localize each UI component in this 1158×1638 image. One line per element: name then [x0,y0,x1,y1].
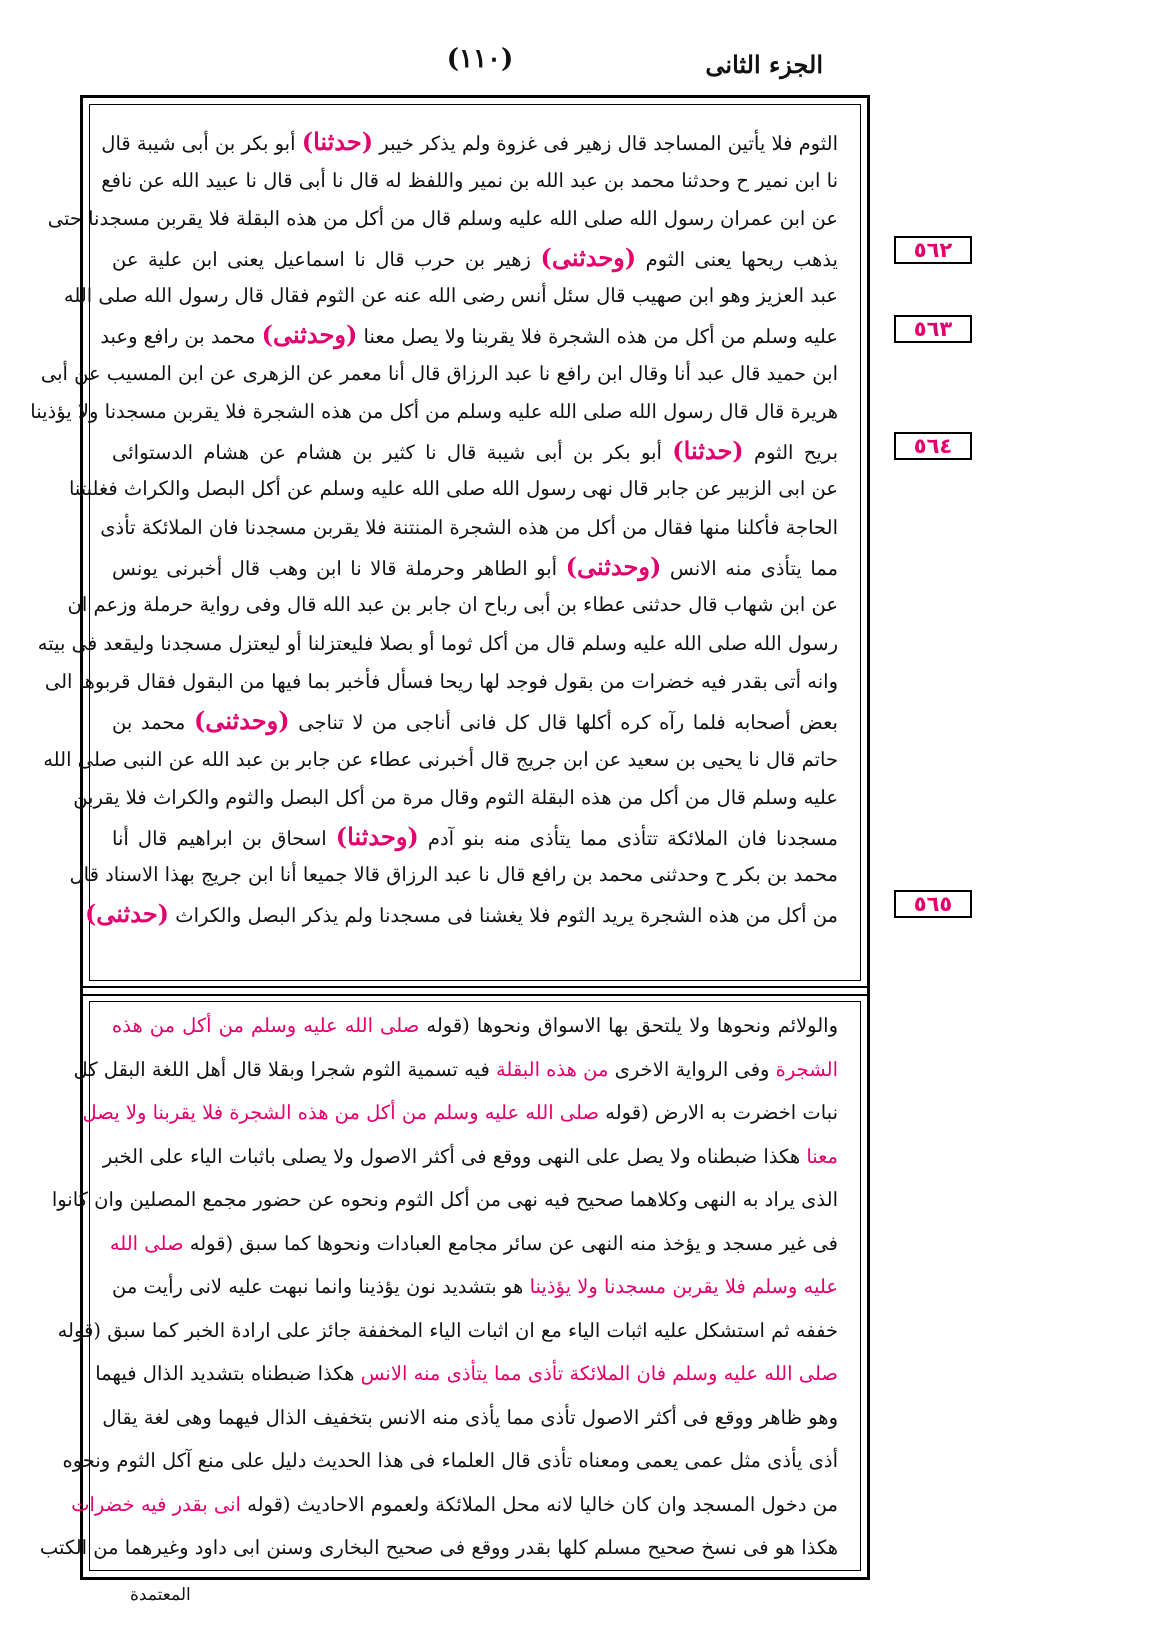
text-run: مما يتأذى منه الانس [661,556,838,580]
text-run: من دخول المسجد وان كان خاليا لانه محل الملائكة ولعموم الاحاديث (قوله [240,1492,838,1516]
text-run: عبد العزيز وهو ابن صهيب قال سئل أنس رضى الله عنه عن الثوم فقال قال رسول الله صلى الله [63,284,838,308]
text-run: هو بتشديد نون يؤذينا وانما نبهت عليه لانى رأيت من [112,1275,530,1298]
text-run: يذهب ريحها يعنى الثوم [636,247,838,271]
main-text-line [101,161,838,201]
hadith-number-562: ٥٦٢ [894,236,972,264]
text-run: هكذا ضبطناه بتشديد الذال فيهما [95,1362,361,1385]
quoted-phrase: عليه وسلم فلا يقربن مسجدنا ولا يؤذينا [529,1275,838,1298]
commentary-line [71,1485,838,1525]
commentary-line [112,1267,838,1307]
text-run: عن ابن شهاب قال حدثنى عطاء بن أبى رباح ان جابر بن عبد الله قال وفى رواية حرملة وزعم ان [67,593,838,617]
text-run: فى غير مسجد و يؤخذ منه النهى عن سائر مجامع العبادات ونحوها كما سبق (قوله [183,1231,838,1255]
text-run: وفى الرواية الاخرى [608,1057,776,1081]
text-run: نبات اخضرت به الارض (قوله [599,1101,838,1124]
text-run: عن ابن عمران رسول الله صلى الله عليه وسلم قال من أكل من هذه البقلة فلا يقربن مسجدنا حتى [47,207,838,231]
commentary-line [57,1311,838,1351]
page-number: (١١٠) [446,44,514,74]
text-run: أبو الطاهر وحرملة قالا نا ابن وهب قال أخبرنى يونس [112,556,566,580]
text-run: عليه وسلم قال من أكل من هذه البقلة الثوم وقال مرة من أكل البصل والثوم والكراث فلا يقربن [73,786,838,810]
text-run: والولائم ونحوها ولا يلتحق بها الاسواق ونحوها (قوله [419,1014,839,1037]
text-frame [30,95,870,1580]
main-text [30,105,860,980]
text-run: اسحاق بن ابراهيم قال أنا [112,826,336,850]
commentary-line [62,1441,838,1481]
main-text-panel [30,104,861,981]
commentary-line [109,1224,838,1264]
main-text-line [30,392,838,432]
main-text-line [47,199,838,239]
main-text-line [100,315,838,355]
narration-marker: (حدثنى) [84,899,170,928]
text-run: محمد بن [112,711,194,734]
commentary-line [102,1398,838,1438]
narration-marker: (وحدثنى) [540,242,637,272]
main-text-line [44,662,838,702]
text-run: مسجدنا فان الملائكة تتأذى مما يتأذى منه بنو آدم [418,826,838,850]
narration-marker: (وحدثنى) [261,320,358,349]
main-text-line [43,740,838,780]
main-text-line [112,431,838,471]
text-run: عن ابى الزبير عن جابر قال نهى رسول الله صلى الله عليه وسلم عن أكل البصل والكراث فغلبتنا [68,477,838,501]
commentary-line [73,1050,838,1090]
text-run: محمد بن رافع وعبد [100,325,262,348]
text-run: أبو بكر بن أبى شيبة قال [101,132,302,155]
text-run: فيه تسمية الثوم شجرا وبقلا قال أهل اللغة البقل كل [73,1057,496,1081]
text-run: من أكل من هذه الشجرة يريد الثوم فلا يغشنا فى مسجدنا ولم يذكر البصل والكراث [169,904,838,927]
quoted-phrase: من هذه البقلة [495,1057,609,1081]
main-text-line [40,354,838,394]
quoted-phrase: صلى الله عليه وسلم من أكل من هذه [112,1014,420,1037]
text-run: عليه وسلم من أكل من هذه الشجرة فلا يقربنا ولا يصل معنا [357,325,838,348]
main-text-line [69,855,838,895]
main-text-line [84,894,838,934]
main-text-line [112,701,838,741]
commentary-text [39,1002,860,1570]
main-text-line [112,817,838,857]
text-run: محمد بن بكر ح وحدثنى محمد بن رافع قال نا عبد الرزاق قالا جميعا أنا ابن جريج بهذا الاسناد قال [69,863,838,887]
narration-marker: (وحدثنى) [193,706,290,735]
main-text-line [101,122,838,162]
text-run: هريرة قال قال رسول الله صلى الله عليه وسلم من أكل من هذه الشجرة فلا يقربن مسجدنا ولا يؤذينا [30,400,838,424]
quoted-phrase: صلى الله [109,1231,184,1255]
commentary-line [102,1137,838,1177]
commentary-line [95,1354,838,1394]
text-run: هكذا ضبطناه ولا يصل على النهى ووقع فى أكثر الاصول ولا يصلى باثبات الياء على الخبر [102,1144,807,1168]
main-text-line [63,276,838,316]
main-text-line [112,238,838,278]
commentary-line [112,1006,838,1046]
text-run: حاتم قال نا يحيى بن سعيد عن ابن جريج قال أخبرنى عطاء عن جابر بن عبد الله عن النبى صلى الله [43,747,838,771]
main-text-line [68,469,838,509]
narration-marker: (حدثنا) [672,435,744,465]
quoted-phrase: انى بقدر فيه خضرات [71,1492,241,1516]
text-run: الذى يراد به النهى وكلاهما صحيح فيه نهى من أكل الثوم ونحوه عن حضور مجمع المصلين وان كانوا [51,1188,838,1211]
main-text-line [67,585,838,625]
narration-marker: (حدثنا) [301,127,374,156]
text-run: بعض أصحابه فلما رآه كره أكلها قال كل فانى أناجى من لا تناجى [289,711,838,734]
footer-catchword: المعتمدة [130,1585,191,1605]
quoted-phrase: معنا [806,1144,838,1168]
narration-marker: (وحدثنى) [565,551,662,581]
panel-separator [83,986,867,996]
text-run: ابن حميد قال عبد أنا وقال ابن رافع نا عبد الرزاق قال أنا معمر عن الزهرى عن ابن المسيب عن أبى [40,361,838,385]
text-run: أبو بكر بن أبى شيبة قال نا كثير بن هشام عن هشام الدستوائى [112,440,673,464]
text-run: الحاجة فأكلنا منها فقال من أكل من هذه الشجرة المنتنة فلا يقربن مسجدنا فان الملائكة تأذى [100,516,838,539]
text-run: وهو ظاهر ووقع فى أكثر الاصول تأذى مما يأذى منه الانس بتخفيف الذال فيهما وهى لغة يقال [102,1405,838,1429]
part-title: الجزء الثانى [705,50,823,79]
hadith-number-563: ٥٦٣ [894,315,972,343]
text-run: أذى يأذى مثل عمى يعمى ومعناه تأذى قال العلماء فى هذا الحديث دليل على منع آكل الثوم ونحوه [62,1449,838,1472]
main-text-line [37,624,838,664]
quoted-phrase: صلى الله عليه وسلم من أكل من هذه الشجرة فلا يقربنا ولا يصل [82,1101,600,1124]
narration-marker: (وحدثنا) [335,821,419,851]
commentary-line [82,1093,838,1133]
quoted-phrase: الشجرة [775,1057,838,1081]
commentary-line [51,1180,838,1220]
text-run: الثوم فلا يأتين المساجد قال زهير فى غزوة ولم يذكر خيبر [373,132,838,155]
main-text-line [112,547,838,587]
text-run: وانه أتى بقدر فيه خضرات من بقول فوجد لها ريحا فسأل فأخبر بما فيها من البقول فقال قربوها الى [44,670,838,694]
text-run: نا ابن نمير ح وحدثنا محمد بن عبد الله بن نمير واللفظ له قال نا أبى قال نا عبيد الله عن نافع [101,168,838,192]
commentary-line [39,1528,838,1568]
hadith-number-565: ٥٦٥ [894,890,972,918]
quoted-phrase: صلى الله عليه وسلم فان الملائكة تأذى مما يتأذى منه الانس [360,1362,838,1385]
text-run: بريح الثوم [743,440,838,464]
main-text-line [73,778,838,818]
text-run: هكذا هو فى نسخ صحيح مسلم كلها بقدر ووقع فى صحيح البخارى وسنن ابى داود وغيرهما من الكتب [39,1536,838,1559]
text-run: خففه ثم استشكل عليه اثبات الياء مع ان اثبات الياء المخففة جائز على ارادة الخبر كما سبق (قوله [57,1318,838,1342]
text-run: زهير بن حرب قال نا اسماعيل يعنى ابن علية عن [112,247,541,271]
main-text-line [100,508,838,548]
commentary-panel [39,1001,861,1571]
text-run: رسول الله صلى الله عليه وسلم قال من أكل ثوما أو بصلا فليعتزلنا أو ليعتزل مسجدنا وليقعد فى بيته [37,631,838,655]
hadith-number-564: ٥٦٤ [894,432,972,460]
